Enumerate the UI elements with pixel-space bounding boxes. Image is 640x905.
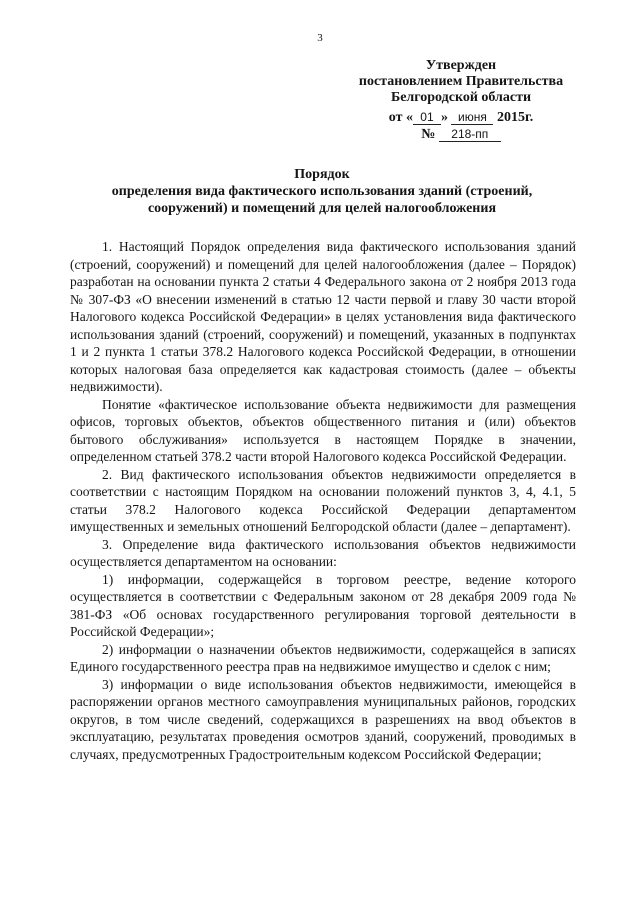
- document-title: [70, 166, 574, 217]
- paragraph-3-item-1: 1) информации, содержащейся в торговом реестре, ведение которого осуществляется в соответствии с Федеральным законом от 28 декабря 2009 года № 381-ФЗ «Об основах государственного регулирования торговой деятельности в Российской Федерации»;: [70, 571, 576, 639]
- approval-number-value: 218-пп: [439, 128, 501, 142]
- approval-day: 01: [413, 111, 441, 125]
- approval-date-prefix: от «: [388, 110, 413, 125]
- document-title-subline-1: определения вида фактического использования зданий (строений,: [111, 184, 533, 199]
- paragraph-2: 2. Вид фактического использования объектов недвижимости определяется в соответствии с настоящим Порядком на основании положений пунктов 3, 4, 4.1, 5 статьи 378.2 Налогового кодекса Российской Федерации департаментом имущественных и земельных отношений Белгородской области (далее – департамент).: [70, 466, 576, 534]
- approval-region: Белгородской области: [390, 90, 532, 105]
- paragraph-3-item-2: 2) информации о назначении объектов недвижимости, содержащейся в записях Единого государственного реестра прав на недвижимое имущество и сделок с ним;: [70, 641, 576, 674]
- approval-title: Утвержден: [425, 58, 497, 73]
- approval-date-mid: »: [440, 110, 448, 125]
- document-body: [70, 238, 576, 763]
- approval-stamp: [346, 58, 576, 143]
- document-title-subline-2: сооружений) и помещений для целей налогообложения: [147, 201, 497, 216]
- approval-month: июня: [451, 111, 493, 125]
- approval-number-prefix: №: [421, 127, 436, 142]
- approval-number: [346, 127, 576, 143]
- page-number: 3: [317, 32, 323, 44]
- paragraph-3: 3. Определение вида фактического использования объектов недвижимости осуществляется департаментом на основании:: [70, 536, 576, 569]
- paragraph-definition: Понятие «фактическое использование объекта недвижимости для размещения офисов, торговых объектов, объектов общественного питания и (или) объектов бытового обслуживания» используется в настоящем Порядке в значении, определенном статьей 378.2 части второй Налогового кодекса Российской Федерации.: [70, 396, 576, 464]
- paragraph-1: 1. Настоящий Порядок определения вида фактического использования зданий (строений, сооружений) и помещений для целей налогообложения (далее – Порядок) разработан на основании пункта 2 статьи 4 Федерального закона от 2 ноября 2013 года № 307-ФЗ «О внесении изменений в статью 12 части первой и главу 30 части второй Налогового кодекса Российской Федерации» в целях установления вида фактического использования зданий (строений, сооружений) и помещений, указанных в подпунктах 1 и 2 пункта 1 статьи 378.2 Налогового кодекса Российской Федерации, в отношении которых налоговая база определяется как кадастровая стоимость (далее – объекты недвижимости).: [70, 239, 576, 394]
- approval-year: 2015г.: [496, 110, 534, 125]
- paragraph-3-item-3: 3) информации о виде использования объектов недвижимости, имеющейся в распоряжении органов местного самоуправления муниципальных районов, городских округов, в том числе сведений, содержащихся в разрешениях на ввод объектов в эксплуатацию, результатах проведения осмотров зданий, сооружений, проводимых в случаях, предусмотренных Градостроительным кодексом Российской Федерации;: [70, 676, 576, 762]
- approval-issuer: постановлением Правительства: [358, 74, 564, 89]
- approval-date: [346, 110, 576, 126]
- document-title-main: Порядок: [294, 167, 350, 182]
